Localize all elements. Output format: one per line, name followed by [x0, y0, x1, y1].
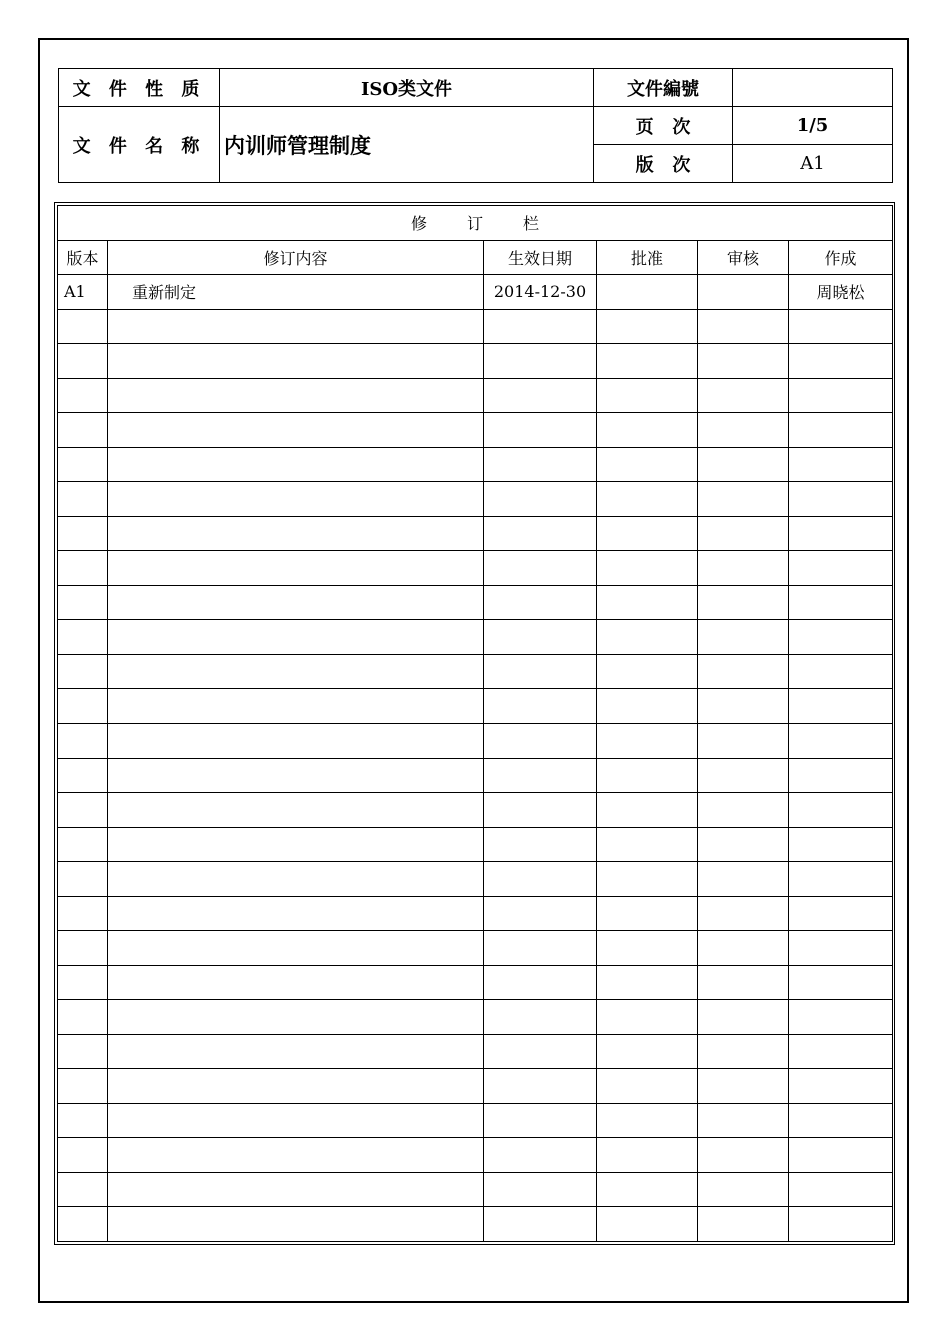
- empty-cell: [108, 654, 484, 689]
- revision-caption: 修订栏: [58, 206, 893, 241]
- empty-cell: [484, 585, 597, 620]
- empty-cell: [484, 689, 597, 724]
- empty-cell: [58, 1034, 108, 1069]
- empty-cell: [789, 447, 893, 482]
- empty-cell: [789, 931, 893, 966]
- empty-cell: [58, 723, 108, 758]
- empty-cell: [597, 620, 698, 655]
- table-row: [58, 516, 893, 551]
- revision-table: [57, 205, 893, 1242]
- table-row: [58, 1207, 893, 1242]
- empty-cell: [484, 1138, 597, 1173]
- empty-cell: [108, 931, 484, 966]
- doc-nature-label: 文 件 性 质: [59, 69, 220, 107]
- empty-cell: [484, 482, 597, 517]
- empty-cell: [698, 862, 789, 897]
- table-row: [58, 620, 893, 655]
- empty-cell: [789, 965, 893, 1000]
- empty-cell: [58, 827, 108, 862]
- empty-cell: [789, 1034, 893, 1069]
- empty-cell: [789, 516, 893, 551]
- empty-cell: [58, 1069, 108, 1104]
- document-header-table: [58, 68, 893, 183]
- empty-cell: [108, 896, 484, 931]
- empty-cell: [789, 1172, 893, 1207]
- empty-cell: [789, 793, 893, 828]
- empty-cell: [698, 344, 789, 379]
- empty-cell: [789, 585, 893, 620]
- table-row: [58, 793, 893, 828]
- empty-cell: [108, 1172, 484, 1207]
- table-row: [58, 378, 893, 413]
- empty-cell: [789, 1103, 893, 1138]
- empty-cell: [597, 1034, 698, 1069]
- empty-cell: [484, 965, 597, 1000]
- empty-cell: [789, 344, 893, 379]
- table-row: [58, 1138, 893, 1173]
- empty-cell: [484, 551, 597, 586]
- empty-cell: [698, 758, 789, 793]
- empty-cell: [108, 447, 484, 482]
- table-row: [58, 413, 893, 448]
- empty-cell: [597, 1103, 698, 1138]
- table-row: [58, 931, 893, 966]
- table-row: [58, 482, 893, 517]
- empty-cell: [58, 1138, 108, 1173]
- table-row: [58, 654, 893, 689]
- table-row: [58, 551, 893, 586]
- table-row: [58, 896, 893, 931]
- empty-cell: [597, 896, 698, 931]
- empty-cell: [58, 896, 108, 931]
- table-row: [58, 862, 893, 897]
- empty-cell: [597, 862, 698, 897]
- empty-cell: [597, 793, 698, 828]
- empty-cell: [58, 654, 108, 689]
- empty-cell: [698, 1069, 789, 1104]
- empty-cell: [698, 516, 789, 551]
- empty-cell: [58, 862, 108, 897]
- row-review: [698, 275, 789, 310]
- empty-cell: [789, 689, 893, 724]
- edition-value: A1: [733, 145, 893, 183]
- empty-cell: [108, 1138, 484, 1173]
- doc-name-value: 内训师管理制度: [220, 107, 594, 183]
- empty-cell: [484, 1069, 597, 1104]
- table-row: [58, 723, 893, 758]
- empty-cell: [698, 965, 789, 1000]
- empty-cell: [597, 1207, 698, 1242]
- empty-cell: [484, 793, 597, 828]
- empty-cell: [58, 551, 108, 586]
- empty-cell: [484, 516, 597, 551]
- empty-cell: [484, 378, 597, 413]
- empty-cell: [484, 344, 597, 379]
- empty-cell: [108, 1207, 484, 1242]
- empty-cell: [108, 1069, 484, 1104]
- empty-cell: [108, 482, 484, 517]
- empty-cell: [698, 723, 789, 758]
- doc-number-label: 文件編號: [594, 69, 733, 107]
- empty-cell: [484, 620, 597, 655]
- empty-cell: [789, 413, 893, 448]
- table-row: [58, 1172, 893, 1207]
- empty-cell: [698, 447, 789, 482]
- column-header-author: 作成: [789, 240, 893, 275]
- empty-cell: [698, 931, 789, 966]
- empty-cell: [58, 482, 108, 517]
- empty-cell: [698, 1172, 789, 1207]
- empty-cell: [108, 862, 484, 897]
- empty-cell: [698, 378, 789, 413]
- empty-cell: [484, 862, 597, 897]
- empty-cell: [789, 378, 893, 413]
- empty-cell: [108, 516, 484, 551]
- empty-cell: [789, 896, 893, 931]
- empty-cell: [108, 620, 484, 655]
- empty-cell: [484, 758, 597, 793]
- table-row: [58, 1103, 893, 1138]
- empty-cell: [108, 585, 484, 620]
- empty-cell: [597, 827, 698, 862]
- empty-cell: [597, 585, 698, 620]
- empty-cell: [698, 793, 789, 828]
- empty-cell: [58, 378, 108, 413]
- empty-cell: [789, 1207, 893, 1242]
- empty-cell: [597, 723, 698, 758]
- empty-cell: [789, 758, 893, 793]
- empty-cell: [698, 551, 789, 586]
- empty-cell: [484, 1000, 597, 1035]
- empty-cell: [108, 793, 484, 828]
- empty-cell: [58, 516, 108, 551]
- table-row: [58, 344, 893, 379]
- empty-cell: [597, 378, 698, 413]
- page-label: 页 次: [594, 107, 733, 145]
- empty-cell: [789, 654, 893, 689]
- empty-cell: [108, 723, 484, 758]
- empty-cell: [597, 931, 698, 966]
- empty-cell: [58, 620, 108, 655]
- empty-cell: [698, 654, 789, 689]
- table-row: [58, 827, 893, 862]
- empty-cell: [484, 309, 597, 344]
- empty-cell: [698, 1103, 789, 1138]
- empty-cell: [108, 965, 484, 1000]
- empty-cell: [58, 931, 108, 966]
- empty-cell: [698, 413, 789, 448]
- empty-cell: [108, 344, 484, 379]
- empty-cell: [789, 551, 893, 586]
- table-row: [58, 1000, 893, 1035]
- empty-cell: [789, 1069, 893, 1104]
- table-row: [58, 689, 893, 724]
- empty-cell: [597, 965, 698, 1000]
- empty-cell: [698, 1207, 789, 1242]
- empty-cell: [484, 931, 597, 966]
- column-header-date: 生效日期: [484, 240, 597, 275]
- empty-cell: [108, 689, 484, 724]
- empty-cell: [789, 620, 893, 655]
- empty-cell: [108, 378, 484, 413]
- empty-cell: [597, 482, 698, 517]
- empty-cell: [58, 1103, 108, 1138]
- table-row: [58, 309, 893, 344]
- empty-cell: [108, 758, 484, 793]
- doc-number-value: [733, 69, 893, 107]
- empty-cell: [597, 344, 698, 379]
- empty-cell: [58, 689, 108, 724]
- empty-cell: [789, 482, 893, 517]
- empty-cell: [789, 1138, 893, 1173]
- empty-cell: [58, 585, 108, 620]
- empty-cell: [484, 1103, 597, 1138]
- empty-cell: [698, 620, 789, 655]
- column-header-approve: 批准: [597, 240, 698, 275]
- empty-cell: [597, 413, 698, 448]
- empty-cell: [789, 827, 893, 862]
- empty-cell: [698, 896, 789, 931]
- empty-cell: [698, 585, 789, 620]
- empty-cell: [58, 1207, 108, 1242]
- row-content: 重新制定: [108, 275, 484, 310]
- empty-cell: [484, 723, 597, 758]
- table-row: [58, 1069, 893, 1104]
- empty-cell: [58, 793, 108, 828]
- empty-cell: [108, 1103, 484, 1138]
- empty-cell: [58, 344, 108, 379]
- empty-cell: [597, 447, 698, 482]
- empty-cell: [698, 309, 789, 344]
- empty-cell: [484, 1207, 597, 1242]
- empty-cell: [484, 896, 597, 931]
- row-author: 周晓松: [789, 275, 893, 310]
- empty-cell: [698, 482, 789, 517]
- doc-nature-value: ISO类文件: [220, 69, 594, 107]
- empty-cell: [484, 654, 597, 689]
- column-header-version: 版本: [58, 240, 108, 275]
- empty-cell: [597, 551, 698, 586]
- empty-cell: [597, 1172, 698, 1207]
- empty-cell: [58, 758, 108, 793]
- doc-name-label: 文 件 名 称: [59, 107, 220, 183]
- empty-cell: [484, 1034, 597, 1069]
- table-row: [58, 447, 893, 482]
- table-row: [58, 1034, 893, 1069]
- empty-cell: [108, 309, 484, 344]
- empty-cell: [597, 654, 698, 689]
- empty-cell: [108, 1034, 484, 1069]
- empty-cell: [108, 1000, 484, 1035]
- empty-cell: [484, 413, 597, 448]
- revision-table-frame: [54, 202, 895, 1245]
- empty-cell: [58, 309, 108, 344]
- table-row: [58, 965, 893, 1000]
- empty-cell: [108, 827, 484, 862]
- empty-cell: [698, 1034, 789, 1069]
- empty-cell: [484, 447, 597, 482]
- row-version: A1: [58, 275, 108, 310]
- empty-cell: [597, 1069, 698, 1104]
- row-approve: [597, 275, 698, 310]
- empty-cell: [108, 413, 484, 448]
- empty-cell: [789, 1000, 893, 1035]
- empty-cell: [698, 689, 789, 724]
- empty-cell: [597, 309, 698, 344]
- empty-cell: [484, 1172, 597, 1207]
- empty-cell: [789, 723, 893, 758]
- empty-cell: [58, 447, 108, 482]
- empty-cell: [789, 862, 893, 897]
- edition-label: 版 次: [594, 145, 733, 183]
- empty-cell: [597, 1000, 698, 1035]
- empty-cell: [698, 1138, 789, 1173]
- row-date: 2014-12-30: [484, 275, 597, 310]
- empty-cell: [597, 758, 698, 793]
- empty-cell: [789, 309, 893, 344]
- empty-cell: [108, 551, 484, 586]
- empty-cell: [698, 827, 789, 862]
- table-row: [58, 585, 893, 620]
- empty-cell: [484, 827, 597, 862]
- page-value: 1/5: [733, 107, 893, 145]
- empty-cell: [698, 1000, 789, 1035]
- empty-cell: [597, 516, 698, 551]
- table-row: [58, 758, 893, 793]
- empty-cell: [58, 965, 108, 1000]
- column-header-content: 修订内容: [108, 240, 484, 275]
- empty-cell: [58, 1000, 108, 1035]
- table-row: [58, 275, 893, 310]
- empty-cell: [597, 1138, 698, 1173]
- empty-cell: [58, 1172, 108, 1207]
- empty-cell: [58, 413, 108, 448]
- column-header-review: 审核: [698, 240, 789, 275]
- empty-cell: [597, 689, 698, 724]
